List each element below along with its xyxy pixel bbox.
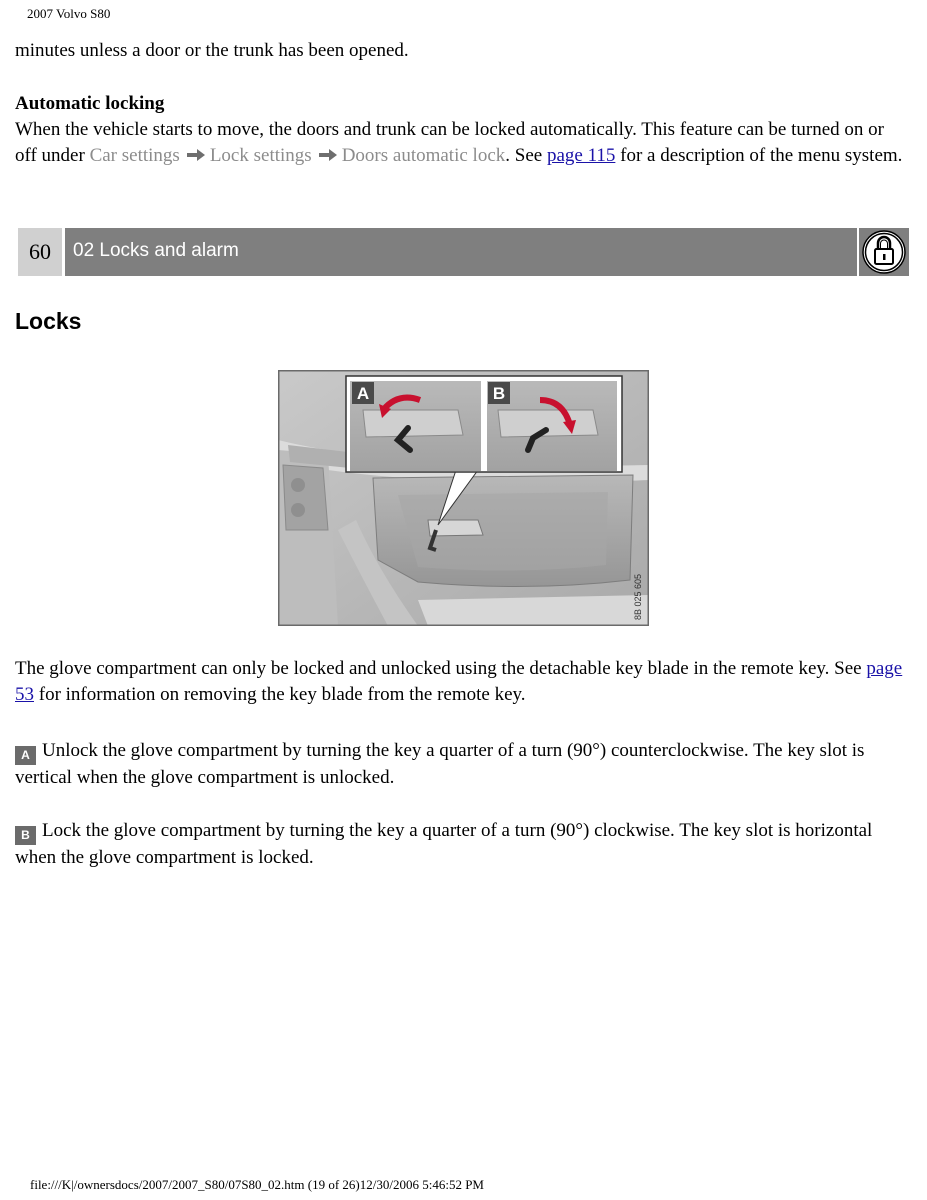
menu-lock-settings: Lock settings [209, 145, 312, 166]
chapter-page-number: 60 [18, 228, 62, 276]
glove-compartment-paragraph [15, 656, 910, 708]
auto-lock-text-end: for a description of the menu system. [615, 145, 903, 166]
glove-text-end: for information on removing the key blade from the remote key. [34, 684, 526, 705]
step-a-badge: A [15, 746, 36, 765]
chapter-title: 02 Locks and alarm [65, 228, 857, 276]
unlock-step-text: Unlock the glove compartment by turning the key a quarter of a turn (90°) counterclockwise. The key slot is vertical when the glove compartment is unlocked. [15, 740, 865, 788]
document-header: 2007 Volvo S80 [27, 6, 111, 21]
chapter-bar [18, 228, 909, 276]
automatic-locking-section [15, 91, 910, 169]
figure-code: 8B 025 605 [633, 573, 643, 620]
right-arrow-icon [318, 144, 338, 158]
page-115-link[interactable]: page 115 [546, 145, 616, 166]
figure-label-b: B [492, 384, 506, 403]
unlock-step-paragraph [15, 738, 910, 791]
automatic-locking-text [15, 117, 910, 169]
step-b-badge: B [15, 826, 36, 845]
menu-doors-automatic-lock: Doors automatic lock [341, 145, 506, 166]
auto-lock-text-start: When the vehicle starts to move, the doors and trunk can be locked automatically. This feature can be turned on or off under [15, 119, 884, 166]
section-title: Locks [15, 308, 82, 334]
right-arrow-icon [186, 144, 206, 158]
automatic-locking-heading: Automatic locking [15, 93, 165, 114]
lock-step-paragraph [15, 818, 910, 871]
page-53-link[interactable]: page 53 [15, 658, 903, 705]
lock-step-text: Lock the glove compartment by turning the key a quarter of a turn (90°) clockwise. The key slot is horizontal when the glove compartment is locked. [15, 820, 873, 868]
chapter-icon-box [859, 228, 909, 276]
auto-lock-text-middle: . See [505, 145, 547, 166]
padlock-icon [859, 228, 909, 276]
document-footer: file:///K|/ownersdocs/2007/2007_S80/07S80_02.htm (19 of 26)12/30/2006 5:46:52 PM [30, 1177, 484, 1192]
glove-compartment-illustration [278, 370, 649, 626]
menu-car-settings: Car settings [89, 145, 180, 166]
figure-label-a: A [356, 384, 370, 403]
glove-text-start: The glove compartment can only be locked and unlocked using the detachable key blade in the remote key. See [15, 658, 867, 679]
intro-paragraph: minutes unless a door or the trunk has been opened. [15, 40, 409, 61]
